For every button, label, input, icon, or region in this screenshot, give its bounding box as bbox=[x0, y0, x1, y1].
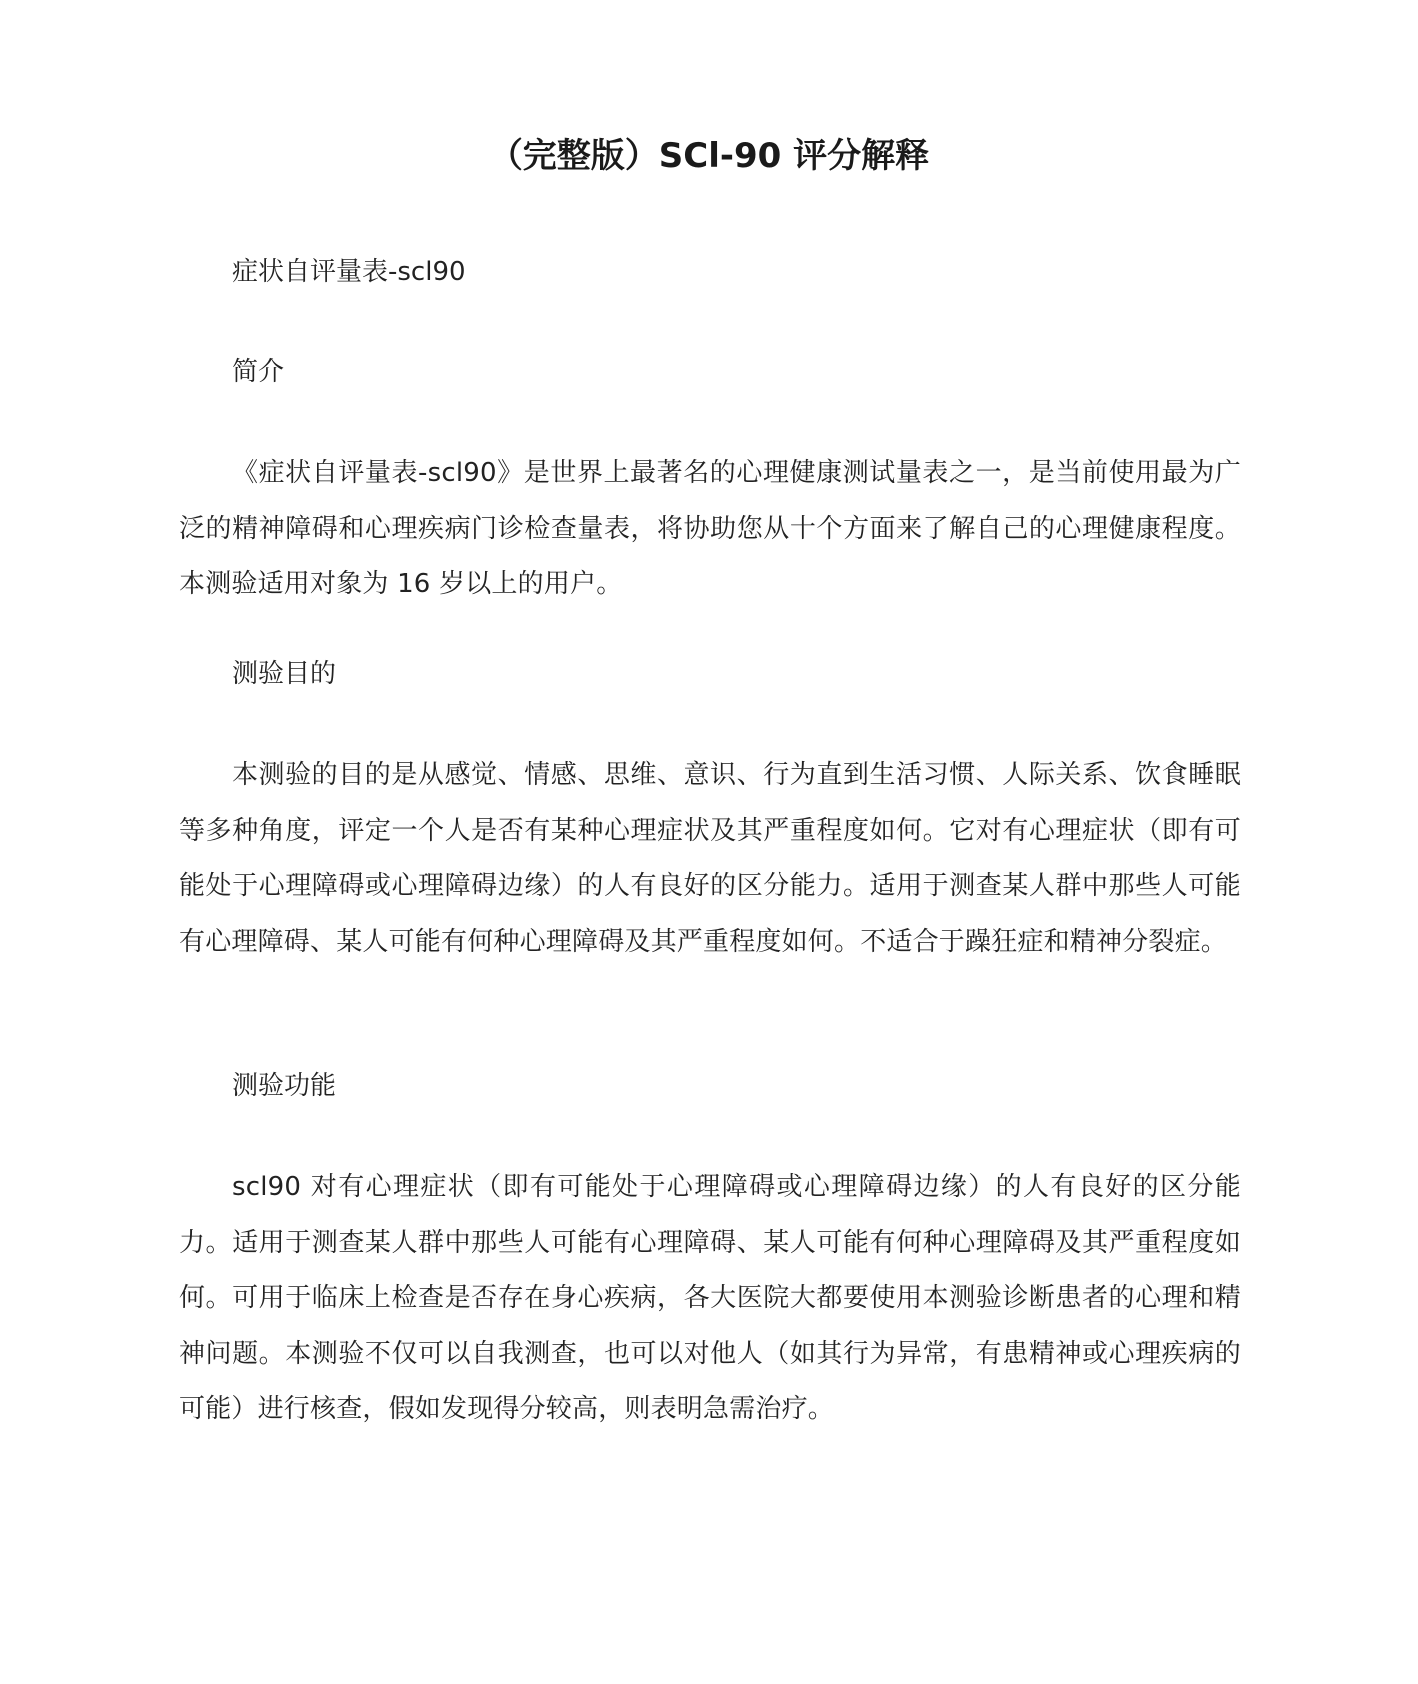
document-subtitle: 症状自评量表-scl90 bbox=[232, 257, 466, 287]
section-heading-purpose: 测验目的 bbox=[232, 659, 337, 689]
document-title: （完整版）SCl-90 评分解释 bbox=[488, 136, 930, 176]
section-heading-function: 测验功能 bbox=[232, 1071, 337, 1101]
section-body-purpose: 本测验的目的是从感觉、情感、思维、意识、行为直到生活习惯、人际关系、饮食睡眠等多种角度，评定一个人是否有某种心理症状及其严重程度如何。它对有心理症状（即有可能处于心理障碍或心理障碍边缘）的人有良好的区分能力。适用于测查某人群中那些人可能有心理障碍、某人可能有何种心理障碍及其严重程度如何。不适合于躁狂症和精神分裂症。 bbox=[179, 760, 1241, 957]
section-body-intro: 《症状自评量表-scl90》是世界上最著名的心理健康测试量表之一，是当前使用最为广泛的精神障碍和心理疾病门诊检查量表，将协助您从十个方面来了解自己的心理健康程度。本测验适用对象为 16 岁以上的用户。 bbox=[179, 458, 1241, 599]
section-body-function: scl90 对有心理症状（即有可能处于心理障碍或心理障碍边缘）的人有良好的区分能力。适用于测查某人群中那些人可能有心理障碍、某人可能有何种心理障碍及其严重程度如何。可用于临床上检查是否存在身心疾病，各大医院大都要使用本测验诊断患者的心理和精神问题。本测验不仅可以自我测查，也可以对他人（如其行为异常，有患精神或心理疾病的可能）进行核查，假如发现得分较高，则表明急需治疗。 bbox=[179, 1172, 1241, 1424]
section-heading-intro: 简介 bbox=[232, 357, 285, 387]
